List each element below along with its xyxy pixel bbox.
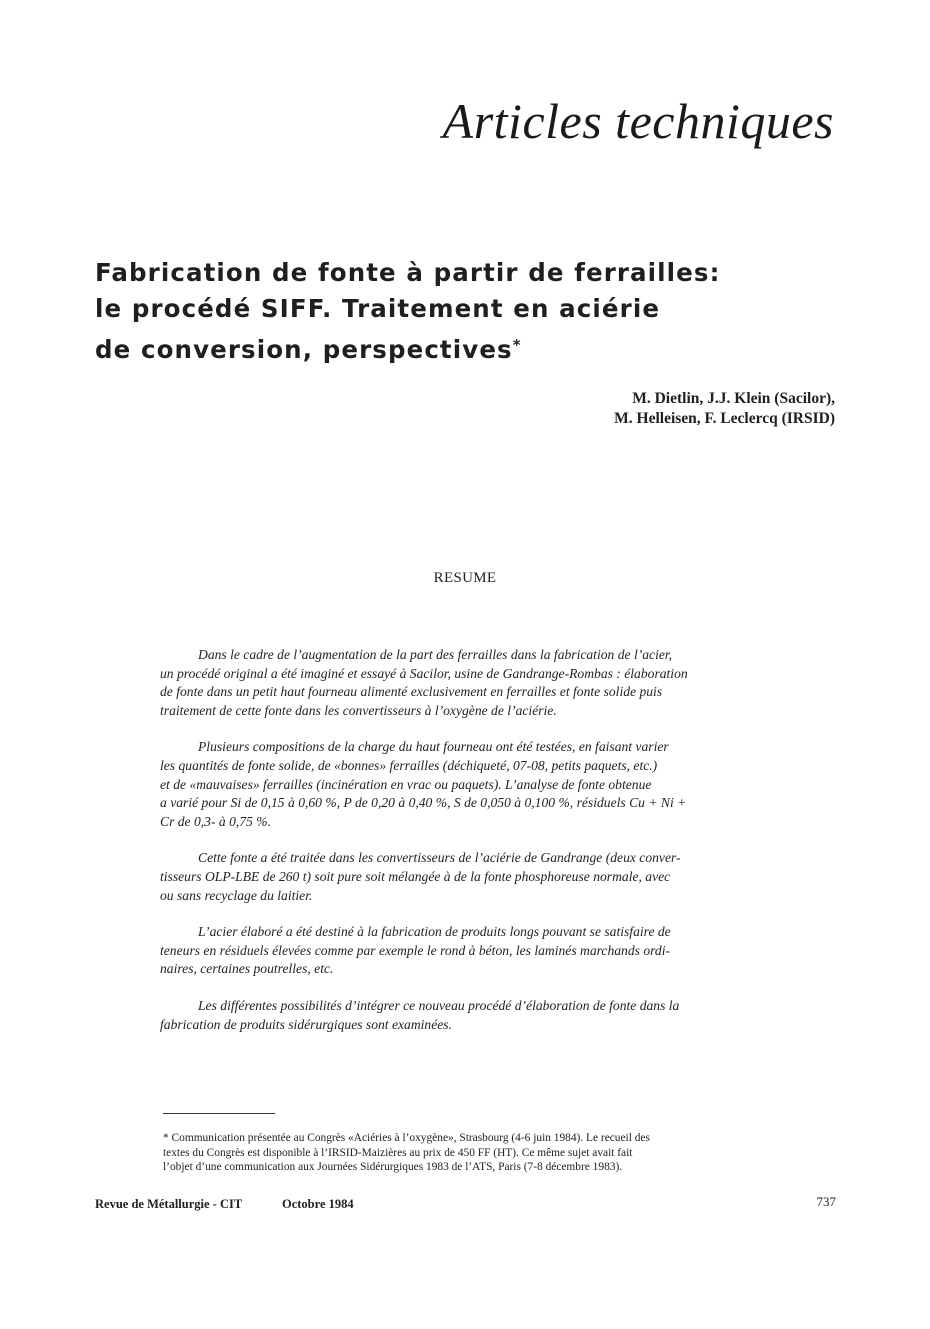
abstract-line: tisseurs OLP-LBE de 260 t) soit pure soit mélangée à de la fonte phosphoreuse normale, avec — [160, 868, 671, 884]
footnote — [163, 1131, 773, 1175]
abstract-paragraph — [160, 923, 772, 979]
footnote-divider — [163, 1113, 275, 1114]
abstract-heading: RESUME — [433, 570, 497, 586]
footnote-line: l’objet d’une communication aux Journées Sidérurgiques 1983 de l’ATS, Paris (7-8 décembre 1983). — [163, 1161, 623, 1174]
abstract-paragraph — [160, 646, 772, 720]
abstract-paragraph — [160, 738, 772, 831]
abstract-paragraph — [160, 997, 772, 1034]
abstract-line: Cette fonte a été traitée dans les convertisseurs de l’aciérie de Gandrange (deux conver- — [198, 850, 681, 866]
footnote-line: textes du Congrès est disponible à l’IRSID-Maizières au prix de 450 FF (HT). Ce même sujet avait fait — [163, 1146, 633, 1159]
title-line — [95, 327, 815, 368]
author-line: M. Helleisen, F. Leclercq (IRSID) — [614, 410, 835, 427]
title-line-text: de conversion, perspectives — [95, 335, 513, 364]
title-footnote-mark: * — [512, 336, 521, 354]
footnote-line: * Communication présentée au Congrès «Aciéries à l’oxygène», Strasbourg (4-6 juin 1984). Le recueil des — [163, 1132, 650, 1144]
author-line: M. Dietlin, J.J. Klein (Sacilor), — [632, 390, 835, 407]
abstract-line: Plusieurs compositions de la charge du haut fourneau ont été testées, en faisant varier — [198, 739, 669, 755]
title-line: Fabrication de fonte à partir de ferrailles: — [95, 258, 721, 287]
abstract-line: Dans le cadre de l’augmentation de la part des ferrailles dans la fabrication de l’acier, — [198, 647, 673, 662]
abstract-line: ou sans recyclage du laitier. — [160, 887, 313, 903]
abstract-line: traitement de cette fonte dans les convertisseurs à l’oxygène de l’aciérie. — [160, 702, 557, 718]
section-header: Articles techniques — [442, 93, 834, 149]
abstract-line: L’acier élaboré a été destiné à la fabrication de produits longs pouvant se satisfaire de — [198, 924, 671, 940]
article-title — [95, 255, 815, 368]
abstract-line: fabrication de produits sidérurgiques sont examinées. — [160, 1016, 452, 1032]
abstract-line: Les différentes possibilités d’intégrer ce nouveau procédé d’élaboration de fonte dans la — [198, 997, 680, 1013]
author-list — [614, 389, 835, 429]
abstract-body — [160, 646, 772, 1052]
abstract-line: naires, certaines poutrelles, etc. — [160, 961, 334, 977]
abstract-line: a varié pour Si de 0,15 à 0,60 %, P de 0,20 à 0,40 %, S de 0,050 à 0,100 %, résiduels Cu + Ni + — [160, 795, 687, 811]
footer-journal-name: Revue de Métallurgie - CIT — [95, 1197, 243, 1211]
page-number: 737 — [816, 1194, 836, 1209]
abstract-line: Cr de 0,3- à 0,75 %. — [160, 813, 272, 829]
abstract-line: teneurs en résiduels élevées comme par exemple le rond à béton, les laminés marchands ordi- — [160, 942, 671, 958]
abstract-line: de fonte dans un petit haut fourneau alimenté exclusivement en ferrailles et fonte solide puis — [160, 684, 663, 700]
abstract-line: et de «mauvaises» ferrailles (incinération en vrac ou paquets). L’analyse de fonte obtenue — [160, 776, 652, 792]
abstract-line: un procédé original a été imaginé et essayé à Sacilor, usine de Gandrange-Rombas : élaboration — [160, 665, 688, 681]
abstract-paragraph — [160, 849, 772, 905]
footer-issue-date: Octobre 1984 — [282, 1197, 354, 1211]
abstract-line: les quantités de fonte solide, de «bonnes» ferrailles (déchiqueté, 07-08, petits paquets, etc.) — [160, 757, 658, 773]
title-line: le procédé SIFF. Traitement en aciérie — [95, 294, 661, 323]
